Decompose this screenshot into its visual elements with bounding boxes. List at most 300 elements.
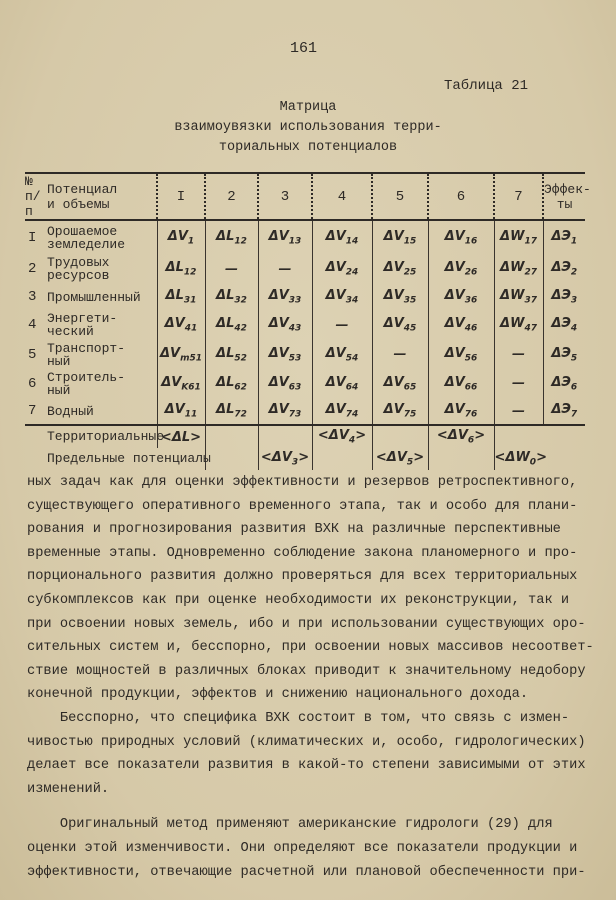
symbol-subscript: K61 (181, 382, 201, 393)
symbol-base: ΔV (164, 402, 185, 418)
matrix-cell (258, 398, 312, 425)
symbol-subscript: 11 (184, 409, 198, 420)
row-name-line: ческий (47, 324, 94, 339)
row-name (47, 284, 157, 310)
matrix-cell (543, 398, 585, 425)
page-number: 161 (290, 40, 318, 57)
row-name-line: земледелие (47, 236, 126, 252)
matrix-cell (494, 254, 543, 284)
symbol-suffix: > (474, 428, 486, 444)
header-col: 3 (258, 173, 312, 220)
matrix-cell (372, 340, 428, 369)
symbol-subscript: 13 (288, 236, 302, 247)
footer-cell (428, 448, 494, 470)
symbol-subscript: 3 (570, 295, 578, 306)
matrix-cell (258, 369, 312, 398)
symbol-base: <ΔW (494, 450, 530, 466)
symbol-base: ΔV (383, 260, 404, 276)
symbol-subscript: 3 (291, 457, 299, 468)
matrix-symbol (551, 402, 578, 420)
matrix-symbol (383, 316, 417, 334)
symbol-subscript: 76 (464, 409, 478, 420)
matrix-symbol (216, 402, 247, 420)
text-line: оценки этой изменчивости. Они определяют все показатели продукции и (27, 840, 578, 856)
symbol-subscript: 12 (183, 267, 197, 278)
matrix-symbol (317, 428, 367, 446)
matrix-symbol (551, 345, 578, 364)
table-title-line: взаимоувязки использования терри- (174, 120, 442, 135)
row-name-line: Транспорт- (47, 340, 126, 356)
matrix-symbol (551, 316, 578, 334)
symbol-base: ΔV (161, 374, 182, 390)
table-row (25, 340, 585, 369)
header-effects-line: ты (556, 196, 573, 212)
symbol-base: ΔV (325, 374, 346, 390)
text-line: делает все показатели развития в какой-то степени зависимыми от этих (27, 758, 586, 774)
symbol-base: ΔV (444, 228, 465, 244)
symbol-base: <ΔV (436, 428, 468, 444)
symbol-base: ΔЭ (551, 260, 571, 276)
symbol-subscript: 52 (234, 353, 247, 364)
row-name-line: ный (47, 353, 71, 369)
symbol-base: ΔL (216, 374, 235, 390)
matrix-cell (258, 254, 312, 284)
matrix-symbol (159, 345, 203, 364)
footer-cell (312, 425, 372, 448)
symbol-subscript: 72 (234, 409, 247, 420)
symbol-subscript: 75 (403, 409, 417, 420)
symbol-base: ΔV (325, 260, 346, 276)
symbol-base: ΔV (164, 316, 185, 332)
footer-cell (372, 425, 428, 448)
matrix-symbol (500, 228, 537, 247)
symbol-subscript: 41 (184, 323, 198, 334)
matrix-cell (258, 340, 312, 369)
matrix-cell (312, 369, 372, 398)
symbol-base: ΔW (500, 288, 525, 304)
matrix-symbol (216, 228, 247, 247)
symbol-base: ΔЭ (551, 402, 571, 418)
symbol-suffix: > (355, 428, 367, 444)
footer-cell (312, 448, 372, 470)
symbol-base: ΔL (216, 228, 235, 244)
matrix-cell (494, 284, 543, 310)
row-name (47, 398, 157, 425)
matrix-symbol (383, 260, 417, 278)
text-line: временные этапы. Одновременно соблюдение закона планомерного и про- (27, 545, 578, 561)
symbol-base: <ΔV (260, 450, 292, 466)
text-line: Оригинальный метод применяют американские гидрологи (29) для (27, 817, 553, 833)
symbol-base: <ΔV (317, 428, 349, 444)
footer-cell (258, 448, 312, 470)
matrix-table (25, 172, 591, 470)
matrix-cell (543, 369, 585, 398)
matrix-symbol (383, 228, 417, 247)
body-text (27, 471, 594, 884)
matrix-cell (205, 398, 258, 425)
symbol-subscript: 56 (464, 353, 478, 364)
matrix-cell (372, 310, 428, 340)
text-line: сительных систем и, бесспорно, при освоении новых массивов несоответ- (27, 640, 594, 656)
symbol-base: — (512, 403, 525, 419)
text-line: существующего оперативного временного этапа, так и особо для плани- (27, 498, 578, 514)
matrix-cell (428, 220, 494, 254)
text-line: изменений. (27, 781, 110, 797)
matrix-symbol (444, 374, 478, 393)
symbol-subscript: 12 (234, 236, 247, 247)
symbol-base: ΔW (500, 260, 525, 276)
symbol-subscript: 26 (464, 267, 478, 278)
footer-cell (258, 425, 312, 448)
matrix-symbol (500, 260, 537, 278)
symbol-base: ΔV (268, 402, 289, 418)
symbol-subscript: 24 (345, 267, 359, 278)
symbol-suffix: > (536, 450, 547, 466)
symbol-base: ΔЭ (551, 316, 571, 332)
matrix-symbol (444, 316, 478, 334)
symbol-base: ΔV (383, 288, 404, 304)
matrix-symbol (167, 228, 195, 247)
symbol-base: — (335, 317, 349, 333)
matrix-cell (205, 310, 258, 340)
symbol-subscript: 47 (524, 323, 537, 334)
symbol-base: ΔV (325, 288, 346, 304)
matrix-symbol (164, 316, 198, 334)
header-potential-line: Потенциал (47, 181, 118, 197)
matrix-symbol (551, 260, 578, 278)
symbol-base: ΔV (325, 345, 346, 361)
matrix-cell (157, 220, 205, 254)
symbol-base: — (512, 347, 525, 362)
symbol-subscript: 45 (403, 323, 417, 334)
matrix-symbol (512, 347, 525, 362)
matrix-cell (312, 254, 372, 284)
matrix-cell (494, 220, 543, 254)
header-num-line: п/п (25, 189, 41, 219)
symbol-subscript: 2 (570, 267, 578, 278)
matrix-cell (312, 220, 372, 254)
matrix-cell (157, 369, 205, 398)
symbol-subscript: 73 (288, 409, 302, 420)
paragraph (27, 471, 594, 707)
symbol-subscript: 64 (345, 382, 359, 393)
matrix-symbol (161, 374, 201, 393)
header-col: 2 (205, 173, 258, 220)
symbol-suffix: > (413, 450, 425, 466)
row-number: 2 (28, 261, 37, 277)
symbol-subscript: 42 (234, 323, 247, 334)
matrix-symbol (279, 262, 292, 277)
footer-label: Территориальные (47, 429, 165, 444)
table-row (25, 310, 585, 340)
footer-cell (372, 448, 428, 470)
matrix-cell (312, 340, 372, 369)
matrix-symbol (325, 228, 359, 247)
symbol-suffix: > (298, 450, 310, 466)
matrix-symbol (383, 288, 417, 306)
row-number: 5 (28, 346, 37, 363)
row-name-line: Трудовых (47, 255, 110, 270)
symbol-subscript: 46 (464, 323, 478, 334)
symbol-base: ΔЭ (551, 288, 571, 304)
text-line: ных задач как для оценки эффективности и резервов ретроспективного, (27, 475, 578, 490)
symbol-subscript: 1 (187, 236, 195, 247)
matrix-symbol (500, 316, 537, 334)
table-label: Таблица 21 (444, 78, 529, 94)
matrix-cell (428, 310, 494, 340)
table-row (25, 254, 585, 284)
symbol-base: — (393, 347, 407, 362)
row-name (47, 254, 157, 284)
symbol-base: ΔL (165, 288, 184, 304)
matrix-symbol (375, 450, 425, 468)
symbol-subscript: 66 (464, 382, 478, 393)
footer-cell (157, 425, 205, 448)
symbol-base: ΔV (444, 345, 465, 361)
matrix-cell (543, 284, 585, 310)
row-name (47, 220, 157, 254)
header-col: 6 (428, 173, 494, 220)
matrix-symbol (551, 288, 578, 306)
matrix-cell (157, 398, 205, 425)
matrix-symbol (512, 376, 525, 391)
header-effects (543, 173, 591, 220)
symbol-subscript: 74 (345, 409, 359, 420)
symbol-subscript: 25 (403, 267, 417, 278)
symbol-subscript: 34 (345, 295, 359, 306)
matrix-symbol (325, 402, 359, 420)
symbol-base: ΔV (167, 228, 188, 244)
matrix-symbol (268, 228, 302, 247)
matrix-symbol (268, 374, 302, 393)
matrix-cell (428, 254, 494, 284)
row-name-line: Энергети- (47, 311, 118, 326)
matrix-symbol (500, 288, 537, 306)
matrix-symbol (551, 374, 578, 393)
row-name-line: ресурсов (47, 268, 110, 283)
matrix-cell (428, 369, 494, 398)
symbol-subscript: 37 (524, 295, 537, 306)
symbol-base: <ΔV (375, 450, 407, 466)
symbol-base: ΔЭ (551, 228, 571, 244)
symbol-subscript: 65 (403, 382, 417, 393)
text-line: ствие мощностей в различных блоках приводит к значительному недобору (27, 663, 586, 679)
row-number: 4 (28, 317, 37, 333)
matrix-cell (543, 254, 585, 284)
row-name-line: Орошаемое (47, 223, 118, 239)
matrix-symbol (216, 345, 247, 364)
matrix-symbol (260, 450, 310, 468)
symbol-base: ΔV (268, 345, 289, 361)
matrix-cell (543, 220, 585, 254)
symbol-subscript: 6 (467, 435, 475, 446)
header-effects-line: Эффек- (544, 181, 591, 197)
matrix-symbol (551, 228, 578, 247)
matrix-symbol (494, 450, 547, 468)
symbol-base: <ΔL> (160, 429, 202, 445)
table-title-line: Матрица (279, 100, 337, 115)
row-name-line: ный (47, 382, 71, 398)
matrix-symbol (325, 374, 359, 393)
symbol-subscript: 17 (524, 236, 537, 247)
matrix-symbol (444, 228, 478, 247)
symbol-subscript: 6 (570, 382, 578, 393)
symbol-subscript: 35 (403, 295, 417, 306)
matrix-cell (372, 220, 428, 254)
matrix-cell (205, 340, 258, 369)
row-number: 3 (28, 289, 37, 305)
row-number: I (28, 229, 37, 246)
matrix-cell (205, 220, 258, 254)
matrix-cell (157, 310, 205, 340)
row-name-line: Строитель- (47, 369, 126, 385)
footer-cell (205, 425, 258, 448)
symbol-subscript: 63 (288, 382, 302, 393)
symbol-base: ΔV (383, 228, 404, 244)
symbol-base: ΔV (444, 374, 465, 390)
matrix-cell (372, 254, 428, 284)
matrix-symbol (216, 374, 247, 393)
symbol-base: ΔV (268, 316, 289, 332)
matrix-symbol (444, 288, 478, 306)
table-title-line: ториальных потенциалов (218, 140, 398, 155)
symbol-subscript: 27 (524, 267, 537, 278)
symbol-base: ΔV (325, 402, 346, 418)
footer-cell (543, 448, 585, 470)
symbol-base: ΔV (444, 402, 465, 418)
matrix-cell (312, 310, 372, 340)
symbol-base: ΔL (216, 288, 235, 304)
footer-cell (543, 425, 585, 448)
matrix-symbol (268, 402, 302, 420)
row-number: 6 (28, 375, 37, 392)
row-name (47, 310, 157, 340)
symbol-base: ΔV (444, 260, 465, 276)
matrix-cell (205, 284, 258, 310)
text-line: при освоении новых земель, ибо и при использовании существующих оро- (27, 616, 586, 632)
header-col: 4 (312, 173, 372, 220)
footer-cell (205, 448, 258, 470)
text-line: чивостью природных условий (климатических и, особо, гидрологических) (27, 734, 586, 750)
matrix-symbol (225, 262, 238, 277)
text-line: субкомплексов как при оценке необходимости их реконструкции, так и (27, 592, 570, 608)
symbol-subscript: 53 (288, 353, 302, 364)
matrix-symbol (268, 316, 302, 334)
text-line: эффективности, отвечающие расчетной или плановой обеспеченности при- (27, 864, 586, 880)
symbol-subscript: 4 (570, 323, 578, 334)
row-name-line: Водный (47, 403, 94, 419)
matrix-symbol (325, 288, 359, 306)
matrix-cell (372, 398, 428, 425)
matrix-symbol (161, 430, 201, 445)
matrix-cell (494, 310, 543, 340)
header-num-line: № (25, 174, 33, 189)
matrix-cell (258, 310, 312, 340)
symbol-subscript: 0 (529, 457, 537, 468)
symbol-base: ΔV (268, 228, 289, 244)
matrix-symbol (216, 316, 247, 334)
matrix-cell (258, 284, 312, 310)
matrix-cell (494, 398, 543, 425)
row-name (47, 369, 157, 398)
table-row (25, 369, 585, 398)
matrix-cell (543, 310, 585, 340)
matrix-symbol (216, 288, 247, 306)
symbol-base: ΔЭ (551, 374, 571, 390)
symbol-subscript: 1 (570, 236, 578, 247)
symbol-subscript: m51 (180, 353, 203, 364)
paragraph (27, 813, 594, 884)
symbol-subscript: 33 (288, 295, 302, 306)
footer-cell (494, 448, 547, 470)
row-name (47, 340, 157, 369)
symbol-subscript: 14 (345, 236, 359, 247)
matrix-symbol (336, 318, 349, 333)
matrix-symbol (444, 345, 478, 364)
header-col: I (157, 173, 205, 220)
matrix-symbol (436, 428, 486, 446)
symbol-subscript: 5 (406, 457, 414, 468)
matrix-cell (312, 284, 372, 310)
symbol-base: ΔW (500, 316, 525, 332)
matrix-symbol (444, 260, 478, 278)
matrix-symbol (165, 288, 197, 306)
text-line: конечной продукции, эффектов и снижению национального дохода. (27, 687, 529, 703)
table-header-row (25, 173, 585, 220)
symbol-base: — (225, 261, 238, 277)
matrix-symbol (394, 347, 407, 362)
header-col: 7 (494, 173, 543, 220)
symbol-subscript: 15 (403, 236, 417, 247)
row-number: 7 (25, 398, 47, 425)
symbol-base: ΔV (325, 228, 346, 244)
header-col: 5 (372, 173, 428, 220)
paragraph (27, 707, 594, 801)
matrix-symbol (164, 402, 198, 420)
matrix-symbol (383, 374, 417, 393)
symbol-subscript: 43 (288, 323, 302, 334)
footer-label-cell (25, 425, 165, 448)
symbol-subscript: 62 (234, 382, 247, 393)
matrix-cell (428, 284, 494, 310)
symbol-subscript: 32 (234, 295, 247, 306)
matrix-cell (428, 398, 494, 425)
matrix-cell (157, 254, 205, 284)
matrix-cell (157, 284, 205, 310)
symbol-subscript: 5 (570, 353, 578, 364)
symbol-base: ΔL (216, 402, 235, 418)
footer-row (25, 425, 585, 448)
symbol-base: — (512, 376, 525, 391)
symbol-subscript: 36 (464, 295, 478, 306)
matrix-cell (428, 340, 494, 369)
table-row (25, 220, 585, 254)
footer-row (25, 448, 585, 470)
matrix-symbol (165, 260, 197, 278)
matrix-symbol (444, 402, 478, 420)
matrix-symbol (383, 402, 417, 420)
footer-cell (428, 425, 494, 448)
symbol-subscript: 7 (570, 409, 578, 420)
symbol-base: — (278, 261, 292, 277)
row-name-line: Промышленный (47, 289, 141, 305)
footer-label: Предельные потенциалы (47, 451, 211, 466)
matrix-cell (494, 340, 543, 369)
matrix-symbol (325, 345, 359, 364)
table-row (25, 284, 585, 310)
symbol-base: ΔV (444, 288, 465, 304)
text-line: Бесспорно, что специфика ВХК состоит в том, что связь с измен- (27, 710, 570, 726)
